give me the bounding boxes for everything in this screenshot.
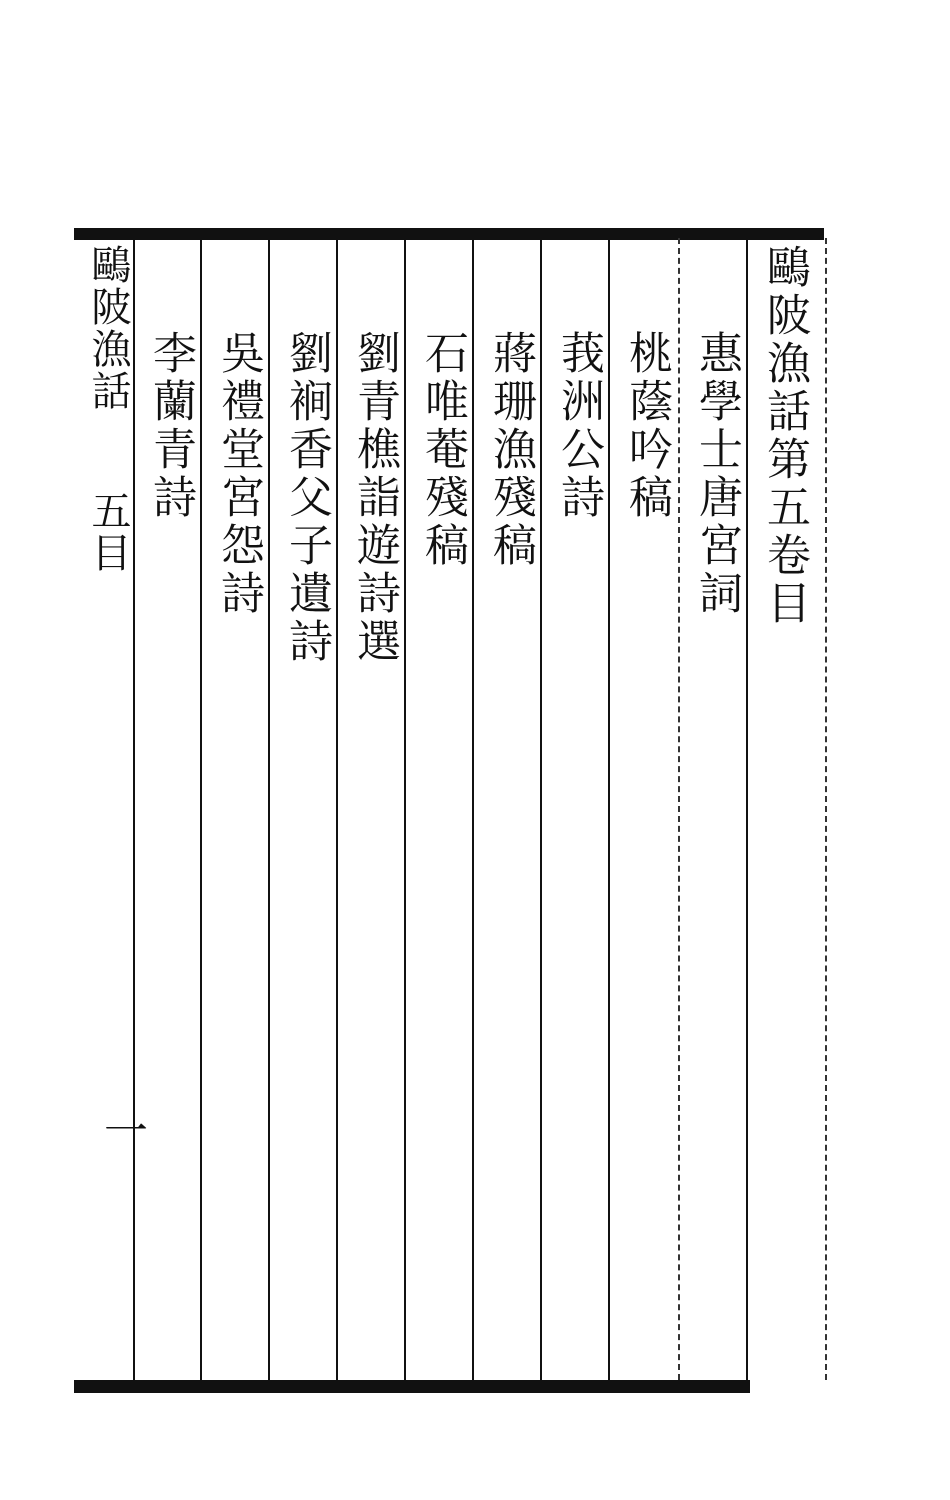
margin-book-title: 鷗陂漁話 (85, 244, 131, 412)
column-divider (540, 238, 542, 1380)
column-divider (746, 238, 748, 1380)
toc-entry: 蔣珊漁殘稿 (485, 330, 536, 570)
column-divider (336, 238, 338, 1380)
toc-entry: 李蘭青詩 (145, 330, 196, 522)
bottom-frame-rule (74, 1380, 750, 1393)
page-number: 一 (104, 1106, 148, 1157)
column-divider (404, 238, 406, 1380)
column-divider (200, 238, 202, 1380)
toc-entry: 桃蔭吟稿 (621, 330, 672, 522)
toc-entry: 莪洲公詩 (553, 330, 604, 522)
margin-section-label: 五目 (85, 490, 131, 574)
column-divider (678, 238, 680, 1380)
toc-entry: 劉裥香父子遺詩 (281, 330, 332, 666)
column-divider (472, 238, 474, 1380)
column-divider (608, 238, 610, 1380)
column-divider (825, 238, 827, 1380)
top-frame-rule (74, 228, 824, 240)
toc-entry: 惠學士唐宮詞 (691, 330, 742, 618)
column-divider (268, 238, 270, 1380)
column-divider (133, 238, 135, 1380)
toc-entry: 石唯菴殘稿 (417, 330, 468, 570)
toc-entry: 劉青樵詣遊詩選 (349, 330, 400, 666)
volume-title: 鷗陂漁話第五卷目 (759, 244, 810, 628)
toc-entry: 吳禮堂宮怨詩 (213, 330, 264, 618)
